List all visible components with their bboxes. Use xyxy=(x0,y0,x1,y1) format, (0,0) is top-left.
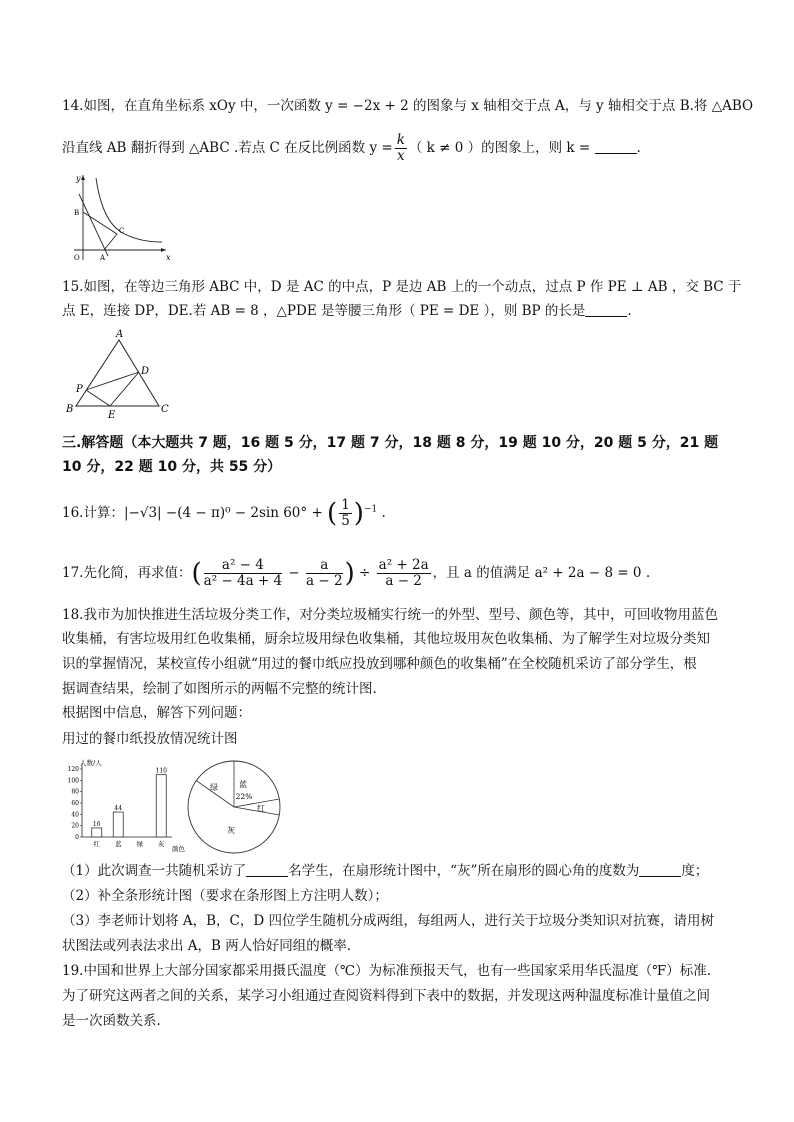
pie-chart-marks xyxy=(188,761,280,853)
bar-3 xyxy=(156,775,166,837)
bar-chart-ytick-label: 20 xyxy=(71,822,79,830)
q14-frac-den: x xyxy=(396,148,405,164)
q18-p1: 18.我市为加快推进生活垃圾分类工作，对分类垃圾桶实行统一的外型、型号、颜色等，其中，可回收物用蓝色 xyxy=(62,607,718,623)
q18-chart-title: 用过的餐巾纸投放情况统计图 xyxy=(62,731,238,747)
q15-figure xyxy=(64,328,176,420)
pie-label-1: 红 xyxy=(257,804,265,813)
q14-label-x: x xyxy=(166,253,171,262)
section3-header-line2: 10 分，22 题 10 分，共 55 分） xyxy=(62,459,282,475)
q17-fraction-3 xyxy=(377,558,431,589)
bar-chart-ytick-label: 100 xyxy=(67,777,79,785)
q17-minus: − xyxy=(288,565,300,581)
q17-div: ÷ xyxy=(359,565,371,581)
q14-line2 xyxy=(62,133,641,164)
q17-f1-den: a² − 4a + 4 xyxy=(203,573,283,589)
bar-category-label: 绿 xyxy=(136,840,143,848)
bar-chart-ylabel: 人数/人 xyxy=(80,759,102,767)
q14-label-b: B xyxy=(74,209,80,217)
q14-label-y: y xyxy=(76,174,81,183)
bar-chart-marks xyxy=(68,763,172,848)
q17-f2-num: a xyxy=(306,558,343,574)
q15-line2-end: . xyxy=(627,303,632,319)
q14-line1: 14.如图，在直角坐标系 xOy 中，一次函数 y = −2x + 2 的图象与 x 轴相交于点 A，与 y 轴相交于点 B.将 △ABO xyxy=(62,98,754,114)
bar-chart-ytick-label: 80 xyxy=(71,788,79,796)
q17-f2-den: a − 2 xyxy=(306,573,343,589)
q16-exponent: −1 xyxy=(363,504,378,515)
q16-prefix: 16.计算： xyxy=(62,505,124,521)
bar-data-label: 16 xyxy=(92,820,101,828)
q17-fraction-1 xyxy=(204,558,282,589)
q18-sub1-blank2[interactable] xyxy=(639,862,681,877)
bar-chart-ytick-label: 60 xyxy=(71,800,79,807)
pie-annotation-percent: 22% xyxy=(235,792,253,801)
q14-answer-blank[interactable] xyxy=(595,139,637,154)
q18-p3: 识的掌握情况，某校宣传小组就“用过的餐巾纸应投放到哪种颜色的收集桶”在全校随机采访了部分学生，根 xyxy=(62,656,697,672)
q18-sub2: （2）补全条形统计图（要求在条形图上方注明人数）； xyxy=(62,888,388,904)
q15-answer-blank[interactable] xyxy=(585,302,627,317)
q15-line2 xyxy=(62,302,632,320)
q18-sub3-b: 状图法或列表法求出 A，B 两人恰好同组的概率. xyxy=(62,938,352,954)
q16-mid: −(4 − π)⁰ − 2sin 60° + xyxy=(165,505,323,521)
q18-sub1-c: 度； xyxy=(681,863,709,879)
q18-sub1-b: 名学生，在扇形统计图中，“灰”所在扇形的圆心角的度数为 xyxy=(288,863,640,879)
bar-chart-ytick-label: 40 xyxy=(71,811,79,819)
q14-label-o: O xyxy=(74,254,80,262)
bar-chart-xlabel: 颜色 xyxy=(172,845,185,853)
q14-label-a: A xyxy=(100,254,106,262)
q14-line2-text-a: 沿直线 AB 翻折得到 △ABC .若点 C 在反比例函数 y = xyxy=(62,140,393,156)
q14-figure xyxy=(66,170,172,265)
q16-abs: |−√3| xyxy=(123,505,162,521)
bar-chart xyxy=(60,757,190,853)
q15-line2-text: 点 E，连接 DP，DE.若 AB = 8 ，△PDE 是等腰三角形（ PE = DE ），则 BP 的长是 xyxy=(62,303,586,319)
q18-sub1-a: （1）此次调查一共随机采访了 xyxy=(62,863,247,879)
q14-triangle-abc xyxy=(83,212,117,250)
q18-p2: 收集桶，有害垃圾用红色收集桶，厨余垃圾用绿色收集桶，其他垃圾用灰色收集桶、为了解学生对垃圾分类知 xyxy=(62,631,710,647)
q16-end: . xyxy=(381,505,386,521)
q14-hyperbola xyxy=(96,178,162,242)
q18-sub1-blank1[interactable] xyxy=(246,862,288,877)
q15-label-p: P xyxy=(76,384,83,395)
q14-label-c: C xyxy=(119,227,125,235)
q15-label-c: C xyxy=(161,404,169,415)
bar-data-label: 110 xyxy=(155,767,167,775)
section3-header-line1: 三.解答题（本大题共 7 题，16 题 5 分，17 题 7 分，18 题 8 分，19 题 10 分，20 题 5 分，21 题 xyxy=(62,435,719,451)
bar-0 xyxy=(92,828,102,837)
q17: 17.先化简，再求值：( $\frac{\text{a² − 4}}{\text{a² − 4a + 4}}$ − $\frac{a}{a - 2}$ ) ÷ $\frac{\text{a² + 2a}}{a - 2}$ ，且 a 的值满足 a² + 2a − 8 = 0 . xyxy=(62,557,651,589)
q14-line2-end: . xyxy=(636,140,641,156)
q18-p4: 据调查结果，绘制了如图所示的两幅不完整的统计图. xyxy=(62,681,377,697)
q14-frac-num: k xyxy=(396,132,405,148)
q19-p3: 是一次函数关系. xyxy=(62,1013,161,1029)
q16-fraction xyxy=(339,498,352,529)
q17-suffix: ，且 a 的值满足 a² + 2a − 8 = 0 . xyxy=(432,565,651,581)
pie-label-0: 蓝 xyxy=(239,780,247,789)
pie-label-3: 绿 xyxy=(210,783,218,792)
q14-line2-text-b: （ k ≠ 0 ）的图象上，则 k = xyxy=(408,140,591,156)
q17-f3-num: a² + 2a xyxy=(378,557,429,573)
pie-chart xyxy=(184,757,284,857)
bar-chart-ytick-label: 0 xyxy=(75,834,79,841)
bar-1 xyxy=(113,812,123,837)
q17-f3-den: a − 2 xyxy=(385,573,422,589)
bar-category-label: 红 xyxy=(93,840,100,848)
q18-sub1 xyxy=(62,862,708,880)
q15-label-e: E xyxy=(108,410,116,420)
bar-data-label: 44 xyxy=(114,805,123,813)
q15-label-d: D xyxy=(141,366,150,377)
q15-label-b: B xyxy=(66,404,74,415)
q17-fraction-2 xyxy=(306,558,343,589)
q15-line1: 15.如图，在等边三角形 ABC 中，D 是 AC 的中点，P 是边 AB 上的一个动点，过点 P 作 PE ⊥ AB ，交 BC 于 xyxy=(62,279,742,295)
q17-f1-num: a² − 4 xyxy=(204,558,282,574)
bar-category-label: 灰 xyxy=(158,840,165,848)
q17-prefix: 17.先化简，再求值： xyxy=(62,565,192,581)
bar-chart-ytick-label: 120 xyxy=(67,766,79,773)
q16: 16.计算：|−√3| −(4 − π)⁰ − 2sin 60° + ( $\frac{1}{5}$ )$^{-1}$ . xyxy=(62,497,386,529)
q19-p1: 19.中国和世界上大部分国家都采用摄氏温度（℃）为标准预报天气，也有一些国家采用华氏温度（℉）标准. xyxy=(62,963,712,979)
q16-frac-den: 5 xyxy=(341,513,350,529)
q18-p5: 根据图中信息，解答下列问题： xyxy=(62,705,251,721)
q14-fraction xyxy=(395,133,407,164)
pie-label-2: 灰 xyxy=(227,826,235,835)
bar-category-label: 蓝 xyxy=(115,840,122,848)
q16-frac-num: 1 xyxy=(341,497,350,513)
q15-label-a: A xyxy=(116,329,124,340)
q18-sub3-a: （3）李老师计划将 A，B，C，D 四位学生随机分成两组，每组两人，进行关于垃圾分类知识对抗赛，请用树 xyxy=(62,913,714,929)
q19-p2: 为了研究这两者之间的关系，某学习小组通过查阅资料得到下表中的数据，并发现这两种温度标准计量值之间 xyxy=(62,988,710,1004)
q15-segment-pe xyxy=(86,390,110,406)
